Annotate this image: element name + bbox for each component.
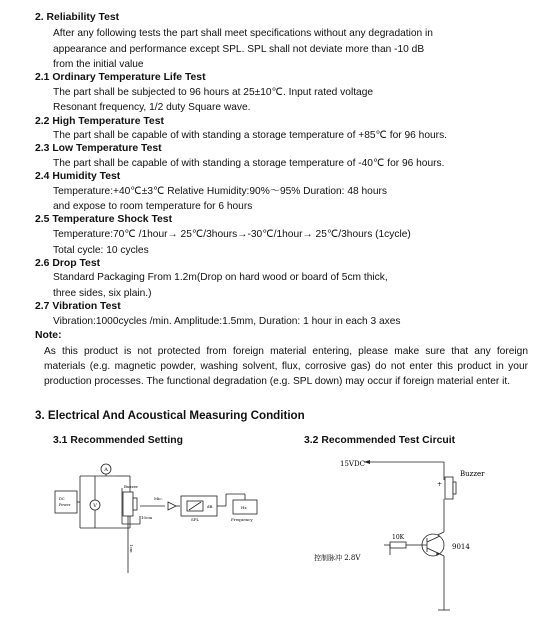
resistor-label: 10K — [392, 534, 405, 541]
test-2-5-line-2: Total cycle: 10 cycles — [53, 245, 149, 256]
section-2-intro-line-3: from the initial value — [53, 59, 144, 70]
frequency-label: Frequency — [231, 517, 253, 522]
voltmeter-label: V — [93, 503, 97, 509]
note-line-2: materials (e.g. magnetic powder, washing solvent, flux, corrosive gas) do not enter this product in your — [44, 361, 528, 372]
mic-label: Mic. — [154, 496, 163, 501]
test-2-4-title: 2.4 Humidity Test — [35, 171, 121, 182]
section-2-intro-line-1: After any following tests the part shall meet specifications without any degradation in — [53, 28, 433, 39]
test-2-2-title: 2.2 High Temperature Test — [35, 116, 164, 127]
note-line-3: production processes. The functional degradation (e.g. SPL down) may occur if foreign material enter it. — [44, 376, 511, 387]
test-2-6-title: 2.6 Drop Test — [35, 258, 101, 269]
dc-power-label-1: DC — [59, 497, 65, 501]
input-signal-label: 控制脉冲 2.8V — [314, 554, 361, 562]
test-2-6-line-2: three sides, six plain.) — [53, 288, 152, 299]
section-2-intro-line-2: appearance and performance except SPL. SPL shall not deviate more than -10 dB — [53, 44, 425, 55]
db-label: dB — [207, 504, 213, 509]
test-2-4-line-2: and expose to room temperature for 6 hours — [53, 201, 253, 212]
test-2-1-title: 2.1 Ordinary Temperature Life Test — [35, 72, 206, 83]
ammeter-label: A — [104, 467, 108, 473]
distance-label: 10cm — [141, 515, 153, 520]
buzzer-label: Buzzer — [124, 484, 139, 489]
test-2-3-line-1: The part shall be capable of with standing a storage temperature of -40℃ for 96 hours. — [53, 158, 445, 169]
recommended-circuit-heading: 3.2 Recommended Test Circuit — [304, 435, 456, 446]
spl-label: SPL — [191, 517, 200, 522]
hz-label: Hz — [241, 505, 247, 510]
recommended-setting-heading: 3.1 Recommended Setting — [53, 435, 183, 446]
section-3-heading: 3. Electrical And Acoustical Measuring Condition — [35, 409, 305, 422]
test-2-7-title: 2.7 Vibration Test — [35, 301, 121, 312]
test-2-5-line-1: Temperature:70℃ /1hour→ 25℃/3hours→-30℃/1hour→ 25℃/3hours (1cycle) — [53, 229, 411, 240]
section-2-heading: 2. Reliability Test — [35, 12, 120, 23]
test-2-6-line-1: Standard Packaging From 1.2m(Drop on hard wood or board of 5cm thick, — [53, 272, 388, 283]
buzzer-label-circuit: Buzzer — [460, 470, 485, 478]
recommended-test-circuit — [306, 452, 506, 617]
test-2-3-title: 2.3 Low Temperature Test — [35, 143, 162, 154]
test-2-5-title: 2.5 Temperature Shock Test — [35, 214, 173, 225]
transistor-label: 9014 — [452, 543, 470, 551]
test-2-1-line-1: The part shall be subjected to 96 hours at 25±10℃. Input rated voltage — [53, 87, 374, 98]
test-2-7-line-1: Vibration:1000cycles /min. Amplitude:1.5mm, Duration: 1 hour in each 3 axes — [53, 316, 401, 327]
one-cm-label: 1cm — [129, 544, 134, 553]
test-2-1-line-2: Resonant frequency, 1/2 duty Square wave. — [53, 102, 251, 113]
note-label: Note: — [35, 330, 62, 341]
recommended-setting-diagram — [50, 458, 275, 578]
supply-label: 15VDC — [340, 460, 365, 468]
test-2-2-line-1: The part shall be capable of with standing a storage temperature of +85℃ for 96 hours. — [53, 130, 447, 141]
buzzer-plus-label: + — [437, 481, 443, 488]
note-line-1: As this product is not protected from foreign material entering, please make sure that any foreign — [44, 346, 528, 357]
test-2-4-line-1: Temperature:+40℃±3℃ Relative Humidity:90%～95% Duration: 48 hours — [53, 186, 387, 197]
dc-power-label-2: Power — [59, 503, 71, 507]
